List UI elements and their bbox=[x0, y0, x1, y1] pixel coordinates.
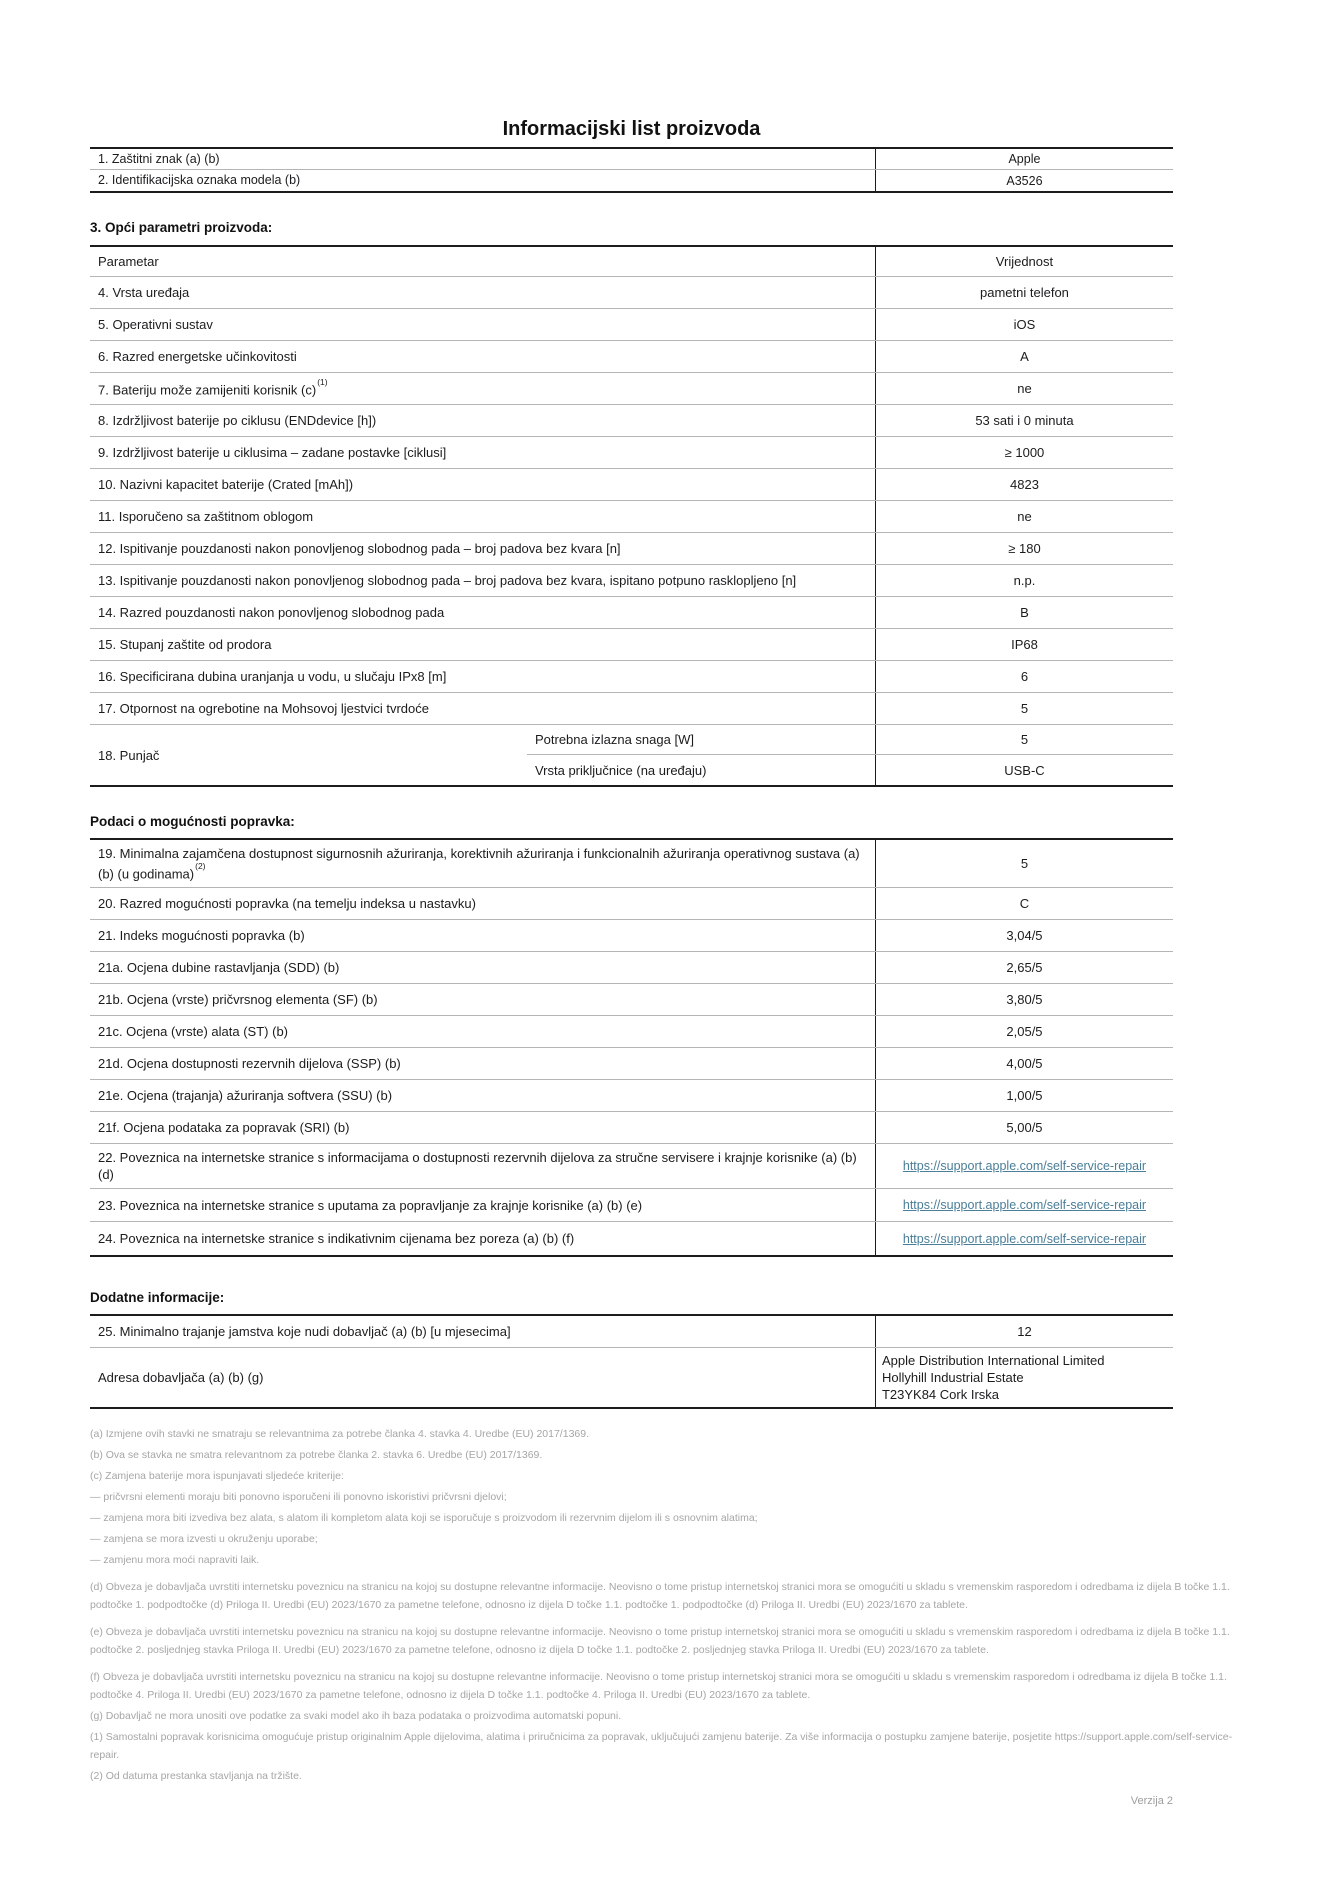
self-service-repair-link[interactable]: https://support.apple.com/self-service-repair bbox=[902, 1231, 1147, 1246]
row-label: 6. Razred energetske učinkovitosti bbox=[98, 349, 297, 364]
footnote-list-item: — pričvrsni elementi moraju biti ponovno isporučeni ili ponovno iskoristivi pričvrsni djelovi; bbox=[90, 1491, 507, 1504]
supplier-address bbox=[882, 1352, 1105, 1403]
table-row bbox=[90, 1048, 1173, 1080]
table-row bbox=[90, 840, 1173, 888]
column-header-row bbox=[90, 247, 1173, 277]
row-value: C bbox=[875, 888, 1173, 919]
footnote-list-item: — zamjena mora biti izvediva bez alata, s alatom ili kompletom alata koji se isporučuje s proizvodom ili rezervnim dijelom ili s osnovnim alatima; bbox=[90, 1512, 758, 1525]
table-row bbox=[90, 629, 1173, 661]
table-row bbox=[90, 1016, 1173, 1048]
table-row bbox=[90, 277, 1173, 309]
footnote: (c) Zamjena baterije mora ispunjavati sljedeće kriterije: bbox=[90, 1470, 344, 1483]
table-row bbox=[90, 1112, 1173, 1144]
table-row bbox=[90, 693, 1173, 725]
footnotes bbox=[90, 1425, 1242, 1785]
row-label: 21. Indeks mogućnosti popravka (b) bbox=[98, 928, 305, 944]
table-row bbox=[90, 565, 1173, 597]
row-value: ne bbox=[875, 373, 1173, 404]
product-information-sheet bbox=[90, 0, 1233, 1808]
table-row bbox=[90, 501, 1173, 533]
row-label: 21e. Ocjena (trajanja) ažuriranja softvera (SSU) (b) bbox=[98, 1088, 393, 1104]
row-label: 16. Specificirana dubina uranjanja u vodu, u slučaju IPx8 [m] bbox=[98, 669, 447, 684]
row-value: n.p. bbox=[875, 565, 1173, 596]
row-label: Potrebna izlazna snaga [W] bbox=[534, 732, 694, 747]
footnote: (e) Obveza je dobavljača uvrstiti internetsku poveznicu na stranicu na kojoj su dostupne relevantne informacije. Neovisno o tome pristup internetskoj stranici mora se omogućiti u skladu s vremenskim rasporedom i odredbama iz dijela B točke 1.1. podtočke 2. posljednjeg stavka Priloga II. Uredbi (EU) 2023/1670 za pametne telefone, odnosno iz dijela D točke 1.1. podtočke 2. posljednjeg stavka Priloga II. Uredbi (EU) 2023/1670 za tablete. bbox=[90, 1626, 1230, 1657]
footnote: (1) Samostalni popravak korisnicima omogućuje pristup originalnim Apple dijelovima, alatima i priručnicima za popravak, uključujući zamjenu baterije. Za više informacija o postupku zamjene baterije, posjetite https://support.apple.com/self-service-repair. bbox=[90, 1731, 1233, 1762]
section-heading-additional: Dodatne informacije: bbox=[90, 1290, 225, 1306]
row-value: 2,65/5 bbox=[875, 952, 1173, 983]
footnote: (d) Obveza je dobavljača uvrstiti internetsku poveznicu na stranicu na kojoj su dostupne relevantne informacije. Neovisno o tome pristup internetskoj stranici mora se omogućiti u skladu s vremenskim rasporedom i odredbama iz dijela B točke 1.1. podtočke 1. podpodtočke (d) Priloga II. Uredbi (EU) 2023/1670 za pametne telefone, odnosno iz dijela D točke 1.1. podtočke 1. podpodtočke (d) Priloga II. Uredbi (EU) 2023/1670 za tablete. bbox=[90, 1581, 1230, 1612]
row-value: B bbox=[875, 597, 1173, 628]
row-label: 1. Zaštitni znak (a) (b) bbox=[98, 151, 220, 166]
row-value: Apple bbox=[875, 149, 1173, 169]
row-value: 2,05/5 bbox=[875, 1016, 1173, 1047]
row-label: 22. Poveznica na internetske stranice s informacijama o dostupnosti rezervnih dijelova za stručne servisere i krajnje korisnike (a) (b) (d) bbox=[98, 1150, 857, 1183]
table-row bbox=[90, 1222, 1173, 1255]
table-row bbox=[90, 1080, 1173, 1112]
row-value: A3526 bbox=[875, 170, 1173, 191]
identification-table bbox=[90, 147, 1173, 193]
row-label: 12. Ispitivanje pouzdanosti nakon ponovljenog slobodnog pada – broj padova bez kvara [n] bbox=[98, 541, 621, 556]
footnote-ref-superscript: (2) bbox=[195, 861, 206, 871]
table-row bbox=[90, 1189, 1173, 1222]
footnote: (2) Od datuma prestanka stavljanja na tržište. bbox=[90, 1770, 302, 1783]
row-label: 5. Operativni sustav bbox=[98, 317, 213, 332]
general-parameters-table bbox=[90, 245, 1173, 787]
row-label: 13. Ispitivanje pouzdanosti nakon ponovljenog slobodnog pada – broj padova bez kvara, ispitano potpuno rasklopljeno [n] bbox=[98, 573, 797, 588]
row-label: 8. Izdržljivost baterije po ciklusu (ENDdevice [h]) bbox=[98, 413, 377, 428]
row-value bbox=[875, 1189, 1173, 1221]
row-label bbox=[90, 373, 875, 404]
row-label: 10. Nazivni kapacitet baterije (Crated [mAh]) bbox=[98, 477, 354, 492]
row-label: 21d. Ocjena dostupnosti rezervnih dijelova (SSP) (b) bbox=[98, 1056, 401, 1072]
row-value bbox=[875, 1144, 1173, 1188]
row-value: 1,00/5 bbox=[875, 1080, 1173, 1111]
charger-row bbox=[90, 725, 1173, 785]
table-row bbox=[90, 920, 1173, 952]
table-row bbox=[90, 469, 1173, 501]
row-value: 5 bbox=[875, 693, 1173, 724]
row-label: Vrsta priključnice (na uređaju) bbox=[534, 762, 707, 778]
section-heading-general: 3. Opći parametri proizvoda: bbox=[90, 220, 273, 235]
row-value: 3,04/5 bbox=[875, 920, 1173, 951]
additional-info-table bbox=[90, 1314, 1173, 1409]
row-value: 6 bbox=[875, 661, 1173, 692]
row-label bbox=[90, 840, 875, 887]
footnote: (a) Izmjene ovih stavki ne smatraju se relevantnima za potrebe članka 4. stavka 4. Uredbe (EU) 2017/1369. bbox=[90, 1428, 590, 1441]
row-label: 24. Poveznica na internetske stranice s indikativnim cijenama bez poreza (a) (b) (f) bbox=[98, 1231, 575, 1247]
column-header-vrijednost: Vrijednost bbox=[875, 247, 1173, 276]
table-row bbox=[90, 1316, 1173, 1348]
row-value: pametni telefon bbox=[875, 277, 1173, 308]
row-value bbox=[875, 1348, 1173, 1407]
self-service-repair-link[interactable]: https://support.apple.com/self-service-repair bbox=[902, 1198, 1147, 1213]
supplier-address-line: Hollyhill Industrial Estate bbox=[881, 1370, 1024, 1386]
row-value: 3,80/5 bbox=[875, 984, 1173, 1015]
row-value: ≥ 180 bbox=[875, 533, 1173, 564]
row-value: ≥ 1000 bbox=[875, 437, 1173, 468]
charger-sub-row bbox=[527, 725, 1173, 755]
self-service-repair-link[interactable]: https://support.apple.com/self-service-repair bbox=[902, 1159, 1147, 1174]
row-label: 4. Vrsta uređaja bbox=[98, 285, 190, 300]
row-label: 23. Poveznica na internetske stranice s uputama za popravljanje za krajnje korisnike (a) (b) (e) bbox=[98, 1197, 643, 1213]
row-value: 5 bbox=[875, 725, 1173, 754]
footnote-ref-superscript: (1) bbox=[317, 377, 328, 388]
charger-sub-row bbox=[527, 755, 1173, 785]
row-label: 21b. Ocjena (vrste) pričvrsnog elementa (SF) (b) bbox=[98, 992, 378, 1008]
table-row bbox=[90, 341, 1173, 373]
row-label: 2. Identifikacijska oznaka modela (b) bbox=[98, 173, 301, 187]
table-row bbox=[90, 597, 1173, 629]
row-label: 25. Minimalno trajanje jamstva koje nudi dobavljač (a) (b) [u mjesecima] bbox=[98, 1324, 511, 1340]
footnote-list-item: — zamjena se mora izvesti u okruženju uporabe; bbox=[90, 1533, 318, 1546]
footnote: (b) Ova se stavka ne smatra relevantnom za potrebe članka 2. stavka 6. Uredbe (EU) 2017/1369. bbox=[90, 1449, 543, 1462]
row-label: 9. Izdržljivost baterije u ciklusima – zadane postavke [ciklusi] bbox=[98, 445, 447, 460]
row-label-main: 19. Minimalna zajamčena dostupnost sigurnosnih ažuriranja, korektivnih ažuriranja i funkcionalnih ažuriranja operativnog sustava (a) (b) (u godinama) bbox=[98, 846, 860, 882]
repairability-table bbox=[90, 838, 1173, 1257]
row-value: 53 sati i 0 minuta bbox=[875, 405, 1173, 436]
table-row bbox=[90, 533, 1173, 565]
row-value bbox=[875, 1222, 1173, 1255]
row-label: 20. Razred mogućnosti popravka (na temelju indeksa u nastavku) bbox=[98, 896, 476, 912]
table-row bbox=[90, 405, 1173, 437]
column-header-parametar: Parametar bbox=[98, 254, 159, 269]
row-label: 14. Razred pouzdanosti nakon ponovljenog slobodnog pada bbox=[98, 605, 445, 620]
row-value: 4,00/5 bbox=[875, 1048, 1173, 1079]
row-label: Adresa dobavljača (a) (b) (g) bbox=[98, 1370, 264, 1386]
table-row bbox=[90, 984, 1173, 1016]
row-value: iOS bbox=[875, 309, 1173, 340]
footnote: (f) Obveza je dobavljača uvrstiti internetsku poveznicu na stranicu na kojoj su dostupne relevantne informacije. Neovisno o tome pristup internetskoj stranici mora se omogućiti u skladu s vremenskim rasporedom i odredbama iz dijela B točke 1.1. podtočke 4. Priloga II. Uredbi (EU) 2023/1670 za pametne telefone, odnosno iz dijela D točke 1.1. podtočke 4. Priloga II. Uredbi (EU) 2023/1670 za tablete. bbox=[90, 1671, 1227, 1702]
version-label: Verzija 2 bbox=[1130, 1795, 1173, 1808]
row-value: ne bbox=[875, 501, 1173, 532]
table-row bbox=[90, 309, 1173, 341]
supplier-address-line: T23YK84 Cork Irska bbox=[881, 1387, 999, 1403]
table-row bbox=[90, 170, 1173, 191]
row-label: 21a. Ocjena dubine rastavljanja (SDD) (b) bbox=[98, 960, 340, 976]
row-label-text bbox=[98, 845, 861, 882]
table-row bbox=[90, 437, 1173, 469]
supplier-address-line: Apple Distribution International Limited bbox=[881, 1353, 1105, 1369]
row-value: 5 bbox=[875, 840, 1173, 887]
footnote: (g) Dobavljač ne mora unositi ove podatke za svaki model ako ih baza podataka o proizvodima automatski popuni. bbox=[90, 1710, 622, 1723]
row-value: 12 bbox=[875, 1316, 1173, 1347]
section-heading-repair: Podaci o mogućnosti popravka: bbox=[90, 814, 295, 829]
row-label-text bbox=[98, 378, 328, 398]
table-row bbox=[90, 952, 1173, 984]
row-value: 4823 bbox=[875, 469, 1173, 500]
row-value: USB-C bbox=[875, 755, 1173, 785]
row-value: 5,00/5 bbox=[875, 1112, 1173, 1143]
charger-sub-table bbox=[527, 725, 1173, 785]
table-row bbox=[90, 1348, 1173, 1407]
row-label: 21c. Ocjena (vrste) alata (ST) (b) bbox=[98, 1024, 288, 1040]
page-title: Informacijski list proizvoda bbox=[502, 118, 761, 140]
table-row bbox=[90, 373, 1173, 405]
row-label-main: 7. Bateriju može zamijeniti korisnik (c) bbox=[98, 382, 317, 398]
row-value: IP68 bbox=[875, 629, 1173, 660]
row-label: 17. Otpornost na ogrebotine na Mohsovoj ljestvici tvrdoće bbox=[98, 701, 429, 716]
row-label: 11. Isporučeno sa zaštitnom oblogom bbox=[98, 509, 314, 524]
table-row bbox=[90, 888, 1173, 920]
row-label: 15. Stupanj zaštite od prodora bbox=[98, 637, 272, 652]
row-value: A bbox=[875, 341, 1173, 372]
table-row bbox=[90, 661, 1173, 693]
row-label: 18. Punjač bbox=[98, 747, 160, 763]
row-label: 21f. Ocjena podataka za popravak (SRI) (b) bbox=[98, 1120, 350, 1136]
table-row bbox=[90, 1144, 1173, 1189]
footnote-list-item: — zamjenu mora moći napraviti laik. bbox=[90, 1554, 260, 1567]
table-row bbox=[90, 149, 1173, 170]
